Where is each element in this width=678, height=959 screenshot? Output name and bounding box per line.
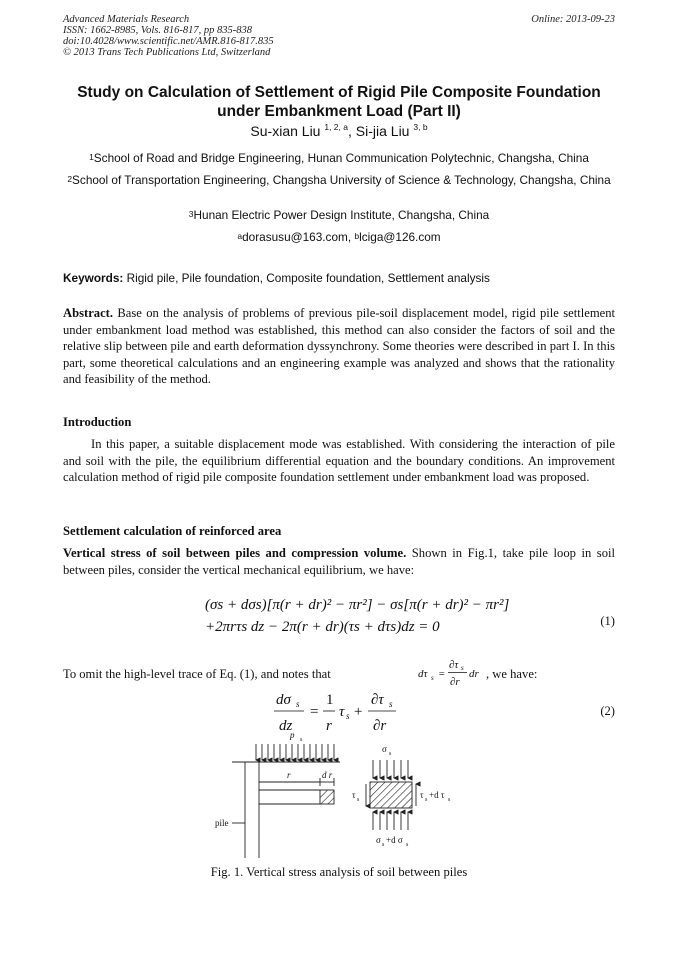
label-tau-left-sub: s <box>357 797 360 803</box>
abstract-label: Abstract. <box>63 306 114 320</box>
issn-line: ISSN: 1662-8985, Vols. 816-817, pp 835-838 <box>63 25 252 36</box>
svg-text:∂r: ∂r <box>450 676 460 688</box>
email-b-mark: b <box>354 231 360 241</box>
label-sigma-top: σ <box>382 744 387 754</box>
introduction-heading: Introduction <box>63 415 132 429</box>
label-tau-right-sub: s <box>448 797 451 803</box>
label-tau-right-mid: s <box>425 797 428 803</box>
author-2-affil: 3, b <box>413 122 428 132</box>
email-a-mark: a <box>237 231 243 241</box>
top-stress-arrows <box>373 760 408 778</box>
svg-text:s: s <box>461 664 464 672</box>
online-date: Online: 2013-09-23 <box>531 14 615 25</box>
left-pile-diagram <box>232 744 340 858</box>
author-1-name: Su-xian Liu <box>250 123 321 139</box>
label-tau-right: τ <box>420 790 424 800</box>
title-line-2: under Embankment Load (Part II) <box>217 103 461 120</box>
omit-text-before: To omit the high-level trace of Eq. (1), and notes that <box>63 667 331 681</box>
right-element-diagram <box>366 760 416 830</box>
keywords-label: Keywords: <box>63 271 124 285</box>
email-b: lciga@126.com <box>359 230 441 244</box>
equation-2-number: (2) <box>600 704 615 718</box>
label-pile: pile <box>215 818 229 828</box>
author-separator: , <box>348 123 356 139</box>
affiliation-2-num: 2 <box>67 174 73 184</box>
svg-text:∂τ: ∂τ <box>449 659 459 671</box>
equation-1-number: (1) <box>600 614 615 628</box>
equation-1-line-1: (σs + dσs)[π(r + dr)² − πr²] − σs[π(r + dr)² − πr²] <box>205 597 510 613</box>
svg-text:dz: dz <box>279 718 293 734</box>
label-sigma-bottom-sub: s <box>406 842 409 848</box>
figure-1-caption: Fig. 1. Vertical stress analysis of soil between piles <box>210 865 468 879</box>
bottom-stress-arrows <box>373 812 408 830</box>
introduction-text: In this paper, a suitable displacement mode was established. With considering the interaction of pile and soil with the pile, the equilibrium differential equation and the boundary conditions. An improvement calculation method of rigid pile composite foundation settlement under embankment load was proposed. <box>63 437 615 484</box>
svg-text:dr: dr <box>469 668 479 680</box>
label-sigma-bottom-mid: s <box>382 842 385 848</box>
label-sigma-top-sub: s <box>389 751 392 757</box>
equation-1-line-2: +2πrτs dz − 2π(r + dr)(τs + dτs)dz = 0 <box>205 619 440 635</box>
label-ps: p <box>290 730 295 740</box>
author-2-name: Si-jia Liu <box>355 123 410 139</box>
svg-text:τ: τ <box>339 704 345 720</box>
affiliation-1-num: 1 <box>89 152 94 162</box>
label-tau-left: τ <box>352 790 356 800</box>
settlement-subtext: Shown in Fig.1, take pile loop in soil between piles, consider the vertical mechanical equilibrium, we have: <box>63 546 615 577</box>
omit-text-after: , we have: <box>486 667 538 681</box>
affiliation-2-text: School of Transportation Engineering, Changsha University of Science & Technology, Changsha, China <box>72 173 611 187</box>
load-arrows <box>256 744 334 760</box>
label-tau-right-tail: +d τ <box>429 790 445 800</box>
keywords-text: Rigid pile, Pile foundation, Composite foundation, Settlement analysis <box>123 271 490 285</box>
affiliation-3-text: Hunan Electric Power Design Institute, Changsha, China <box>193 208 490 222</box>
svg-text:∂τ: ∂τ <box>371 692 384 708</box>
svg-text:∂r: ∂r <box>373 718 387 734</box>
journal-name: Advanced Materials Research <box>63 14 190 25</box>
doi-line: doi:10.4028/www.scientific.net/AMR.816-817.835 <box>63 36 274 47</box>
email-a: dorasusu@163.com, <box>242 230 355 244</box>
svg-text:s: s <box>431 674 434 682</box>
svg-text:1: 1 <box>326 692 334 708</box>
svg-text:s: s <box>389 699 393 709</box>
svg-text:r: r <box>326 718 332 734</box>
abstract-text: Base on the analysis of problems of previous pile-soil displacement model, rigid pile settlement under embankment load method was established, this method can also consider the factors of soil and the relative slip between pile and earth deformation dyssynchrony. Some theories were described in part I. In this part, some theoretical calculations and an engineering example was analyzed and shows that the rationality and feasibility of the method. <box>63 306 615 386</box>
title-line-1: Study on Calculation of Settlement of Rigid Pile Composite Foundation <box>77 84 601 101</box>
svg-text:=: = <box>438 668 446 680</box>
svg-text:+: + <box>354 704 363 720</box>
affiliation-1-text: School of Road and Bridge Engineering, Hunan Communication Polytechnic, Changsha, China <box>93 151 589 165</box>
label-r: r <box>287 770 291 780</box>
affiliation-3-num: 3 <box>188 209 194 219</box>
svg-text:s: s <box>296 699 300 709</box>
settlement-sublabel: Vertical stress of soil between piles and compression volume. <box>63 546 407 560</box>
svg-text:=: = <box>310 704 319 720</box>
copyright-line: © 2013 Trans Tech Publications Ltd, Switzerland <box>63 47 271 58</box>
label-ps-sub: s <box>300 737 303 743</box>
label-sigma-bottom-tail: +d σ <box>386 835 403 845</box>
svg-text:dσ: dσ <box>276 692 291 708</box>
author-1-affil: 1, 2, a <box>324 122 348 132</box>
svg-text:dτ: dτ <box>418 668 428 680</box>
label-dr: d r <box>322 770 333 780</box>
label-sigma-bottom: σ <box>376 835 381 845</box>
settlement-heading: Settlement calculation of reinforced area <box>63 524 282 538</box>
svg-text:s: s <box>346 711 350 721</box>
